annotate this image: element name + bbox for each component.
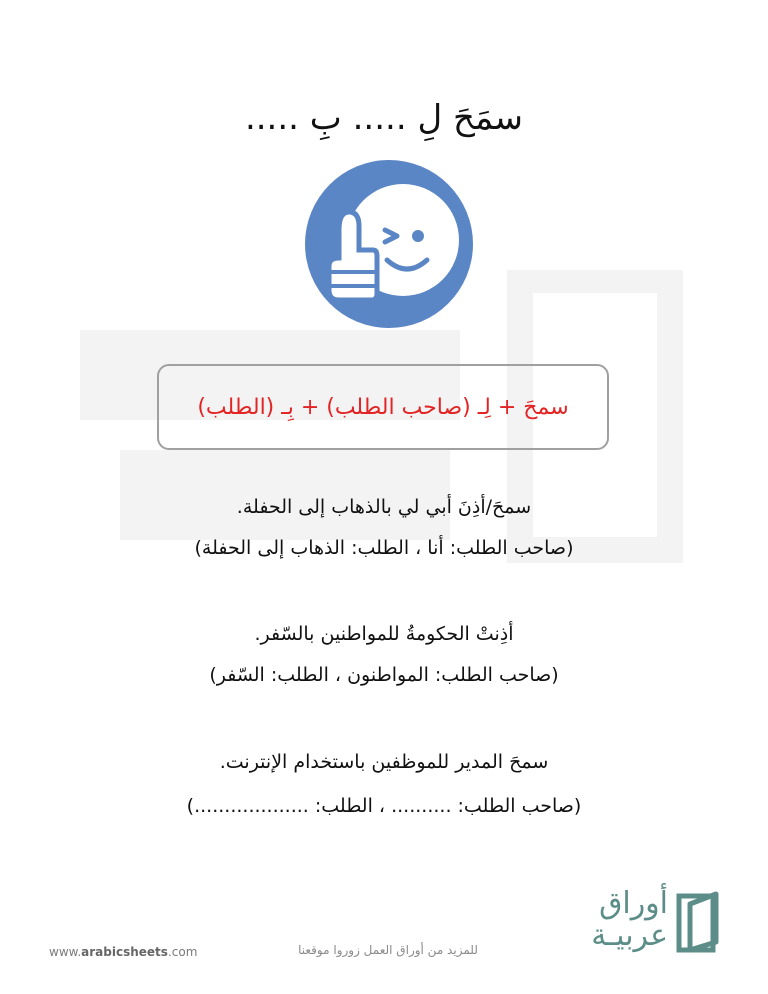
book-logo-icon	[676, 890, 720, 954]
website-prefix: www.	[49, 945, 82, 959]
example-2-analysis: (صاحب الطلب: المواطنون ، الطلب: السّفر)	[209, 664, 559, 686]
winking-thumbs-up-emoji-icon	[305, 160, 473, 328]
rule-formula: سمحَ + لِـ (صاحب الطلب) + بِـ (الطلب)	[197, 394, 569, 420]
footer-tagline: للمزيد من أوراق العمل زوروا موقعنا	[298, 943, 478, 957]
logo-line-2: عربيـة	[591, 918, 668, 953]
website-link[interactable]	[49, 945, 197, 959]
exercise-sentence: سمحَ المدير للموظفين باستخدام الإنترنت.	[219, 751, 549, 773]
website-suffix: .com	[167, 945, 198, 959]
exercise-answer-blanks: (صاحب الطلب: .......... ، الطلب: ...................)	[186, 795, 582, 817]
rule-box	[157, 364, 609, 450]
brand-logo-text	[578, 888, 668, 952]
page-title: سمَحَ لِ ..... بِ .....	[244, 98, 524, 138]
example-1-sentence: سمحَ/أذِنَ أبي لي بالذهاب إلى الحفلة.	[236, 496, 532, 518]
example-1-analysis: (صاحب الطلب: أنا ، الطلب: الذهاب إلى الحفلة)	[194, 537, 574, 559]
logo-line-1: أوراق	[599, 886, 668, 921]
example-2-sentence: أذِنتْ الحكومةُ للمواطنين بالسّفر.	[254, 623, 514, 645]
website-brand: arabicsheets	[81, 945, 168, 959]
